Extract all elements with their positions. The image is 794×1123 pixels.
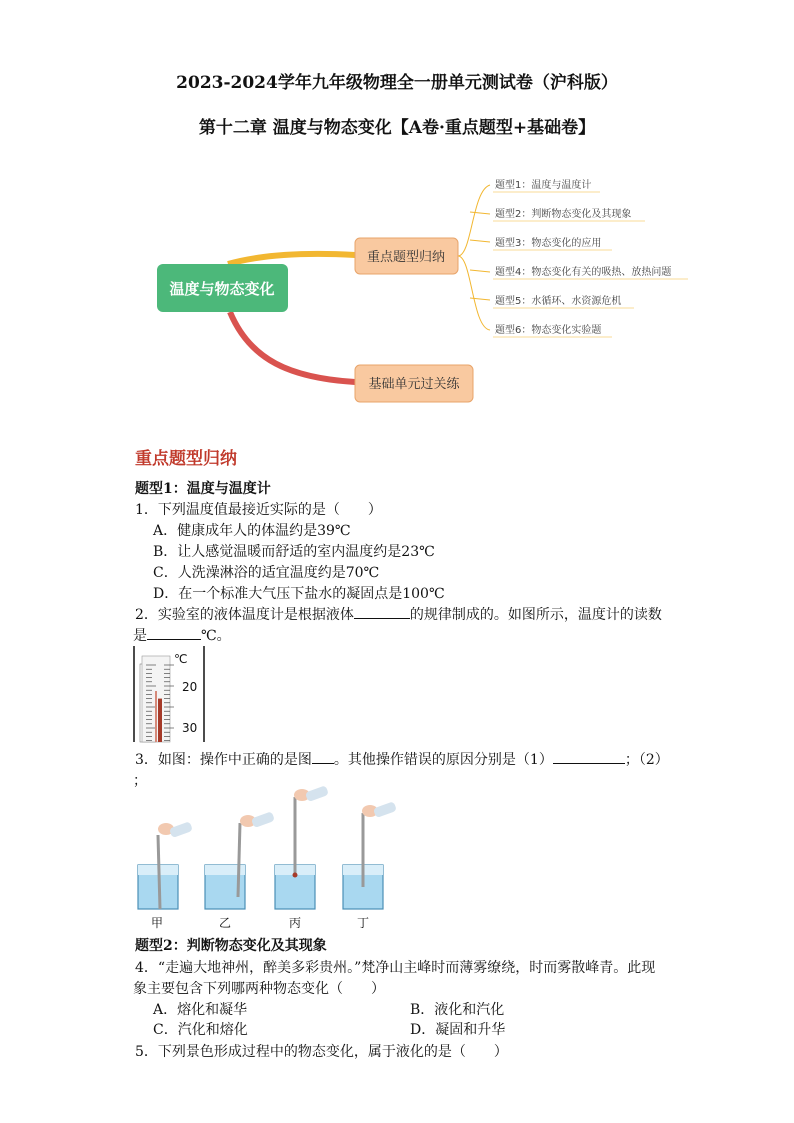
answer-blank[interactable] (147, 625, 201, 640)
beaker-yi (205, 811, 275, 909)
mindmap-leaf-5: 题型5：水循环、水资源危机 (495, 296, 622, 307)
mindmap-leaf-4: 题型4：物态变化有关的吸热、放热问题 (495, 267, 672, 278)
thermometer-tick-20: 20 (182, 680, 198, 694)
document-title: 2023-2024学年九年级物理全一册单元测试卷（沪科版） (176, 73, 618, 93)
beaker-label-bing: 丙 (289, 916, 302, 930)
mindmap-branch-label-2: 基础单元过关练 (368, 377, 460, 392)
beakers-figure (130, 785, 410, 933)
question-2-text-4: ℃。 (201, 628, 231, 644)
mind-map (0, 160, 794, 420)
question-4-line-2: 象主要包含下列哪两种物态变化（ ） (133, 981, 385, 997)
question-1-option-d: D．在一个标准大气压下盐水的凝固点是100℃ (153, 586, 445, 602)
thermometer-tick-30: 30 (182, 721, 198, 735)
question-2-text-3: 是 (133, 628, 147, 644)
question-3-line-2: ； (133, 773, 147, 789)
question-5-stem: 5．下列景色形成过程中的物态变化，属于液化的是（ ） (135, 1044, 508, 1060)
beaker-ding (343, 801, 397, 909)
mindmap-leaf-3: 题型3：物态变化的应用 (495, 238, 602, 249)
question-4-option-c: C．汽化和熔化 (153, 1022, 248, 1038)
question-1-option-c: C．人洗澡淋浴的适宜温度约是70℃ (153, 565, 380, 581)
answer-blank[interactable] (312, 749, 334, 764)
question-1-stem: 1．下列温度值最接近实际的是（ ） (135, 502, 382, 518)
mindmap-leaf-6: 题型6：物态变化实验题 (495, 325, 602, 336)
document-subtitle: 第十二章 温度与物态变化【A卷·重点题型+基础卷】 (198, 118, 596, 138)
thermometer-figure (132, 646, 212, 744)
thermometer-liquid (158, 699, 162, 742)
mindmap-connector-2 (230, 312, 355, 382)
mindmap-leaf-2: 题型2：判断物态变化及其现象 (495, 209, 632, 220)
beaker-jia (138, 821, 193, 909)
beaker-label-ding: 丁 (357, 916, 370, 930)
mindmap-branch-label-1: 重点题型归纳 (366, 250, 446, 265)
mindmap-leaf-bracket (458, 185, 490, 330)
question-2-text-2: 的规律制成的。如图所示，温度计的读数 (409, 607, 662, 623)
section-title: 重点题型归纳 (135, 449, 237, 469)
type2-heading: 题型2：判断物态变化及其现象 (135, 938, 327, 954)
question-1-option-a: A．健康成年人的体温约是39℃ (153, 523, 351, 539)
question-2-line-2 (133, 625, 231, 645)
beaker-bing (275, 785, 329, 909)
mindmap-root-label: 温度与物态变化 (169, 280, 275, 298)
answer-blank[interactable] (354, 604, 410, 619)
thermometer-unit: ℃ (174, 652, 188, 666)
answer-blank[interactable] (553, 749, 625, 764)
question-3-text-1: 3．如图：操作中正确的是图 (135, 752, 312, 768)
question-4-line-1: 4．“走遍大地神州，醉美多彩贵州。”梵净山主峰时而薄雾缭绕，时而雾散峰青。此现 (135, 960, 656, 976)
question-2-line-1 (135, 604, 662, 624)
question-4-option-a: A．熔化和凝华 (153, 1002, 248, 1018)
question-3-text-2: 。其他操作错误的原因分别是（1） (333, 752, 553, 768)
beaker-label-jia: 甲 (151, 916, 164, 930)
type1-heading: 题型1：温度与温度计 (135, 481, 271, 497)
question-4-option-d: D．凝固和升华 (410, 1022, 506, 1038)
question-4-option-b: B．液化和汽化 (410, 1002, 505, 1018)
question-3-text-3: ；（2） (624, 752, 669, 768)
question-3-line-1 (135, 749, 669, 769)
beaker-label-yi: 乙 (219, 916, 232, 930)
mindmap-leaf-1: 题型1：温度与温度计 (495, 180, 592, 191)
question-2-text-1: 2．实验室的液体温度计是根据液体 (135, 607, 354, 623)
question-1-option-b: B．让人感觉温暖而舒适的室内温度约是23℃ (153, 544, 435, 560)
mindmap-connector-1 (228, 254, 355, 264)
